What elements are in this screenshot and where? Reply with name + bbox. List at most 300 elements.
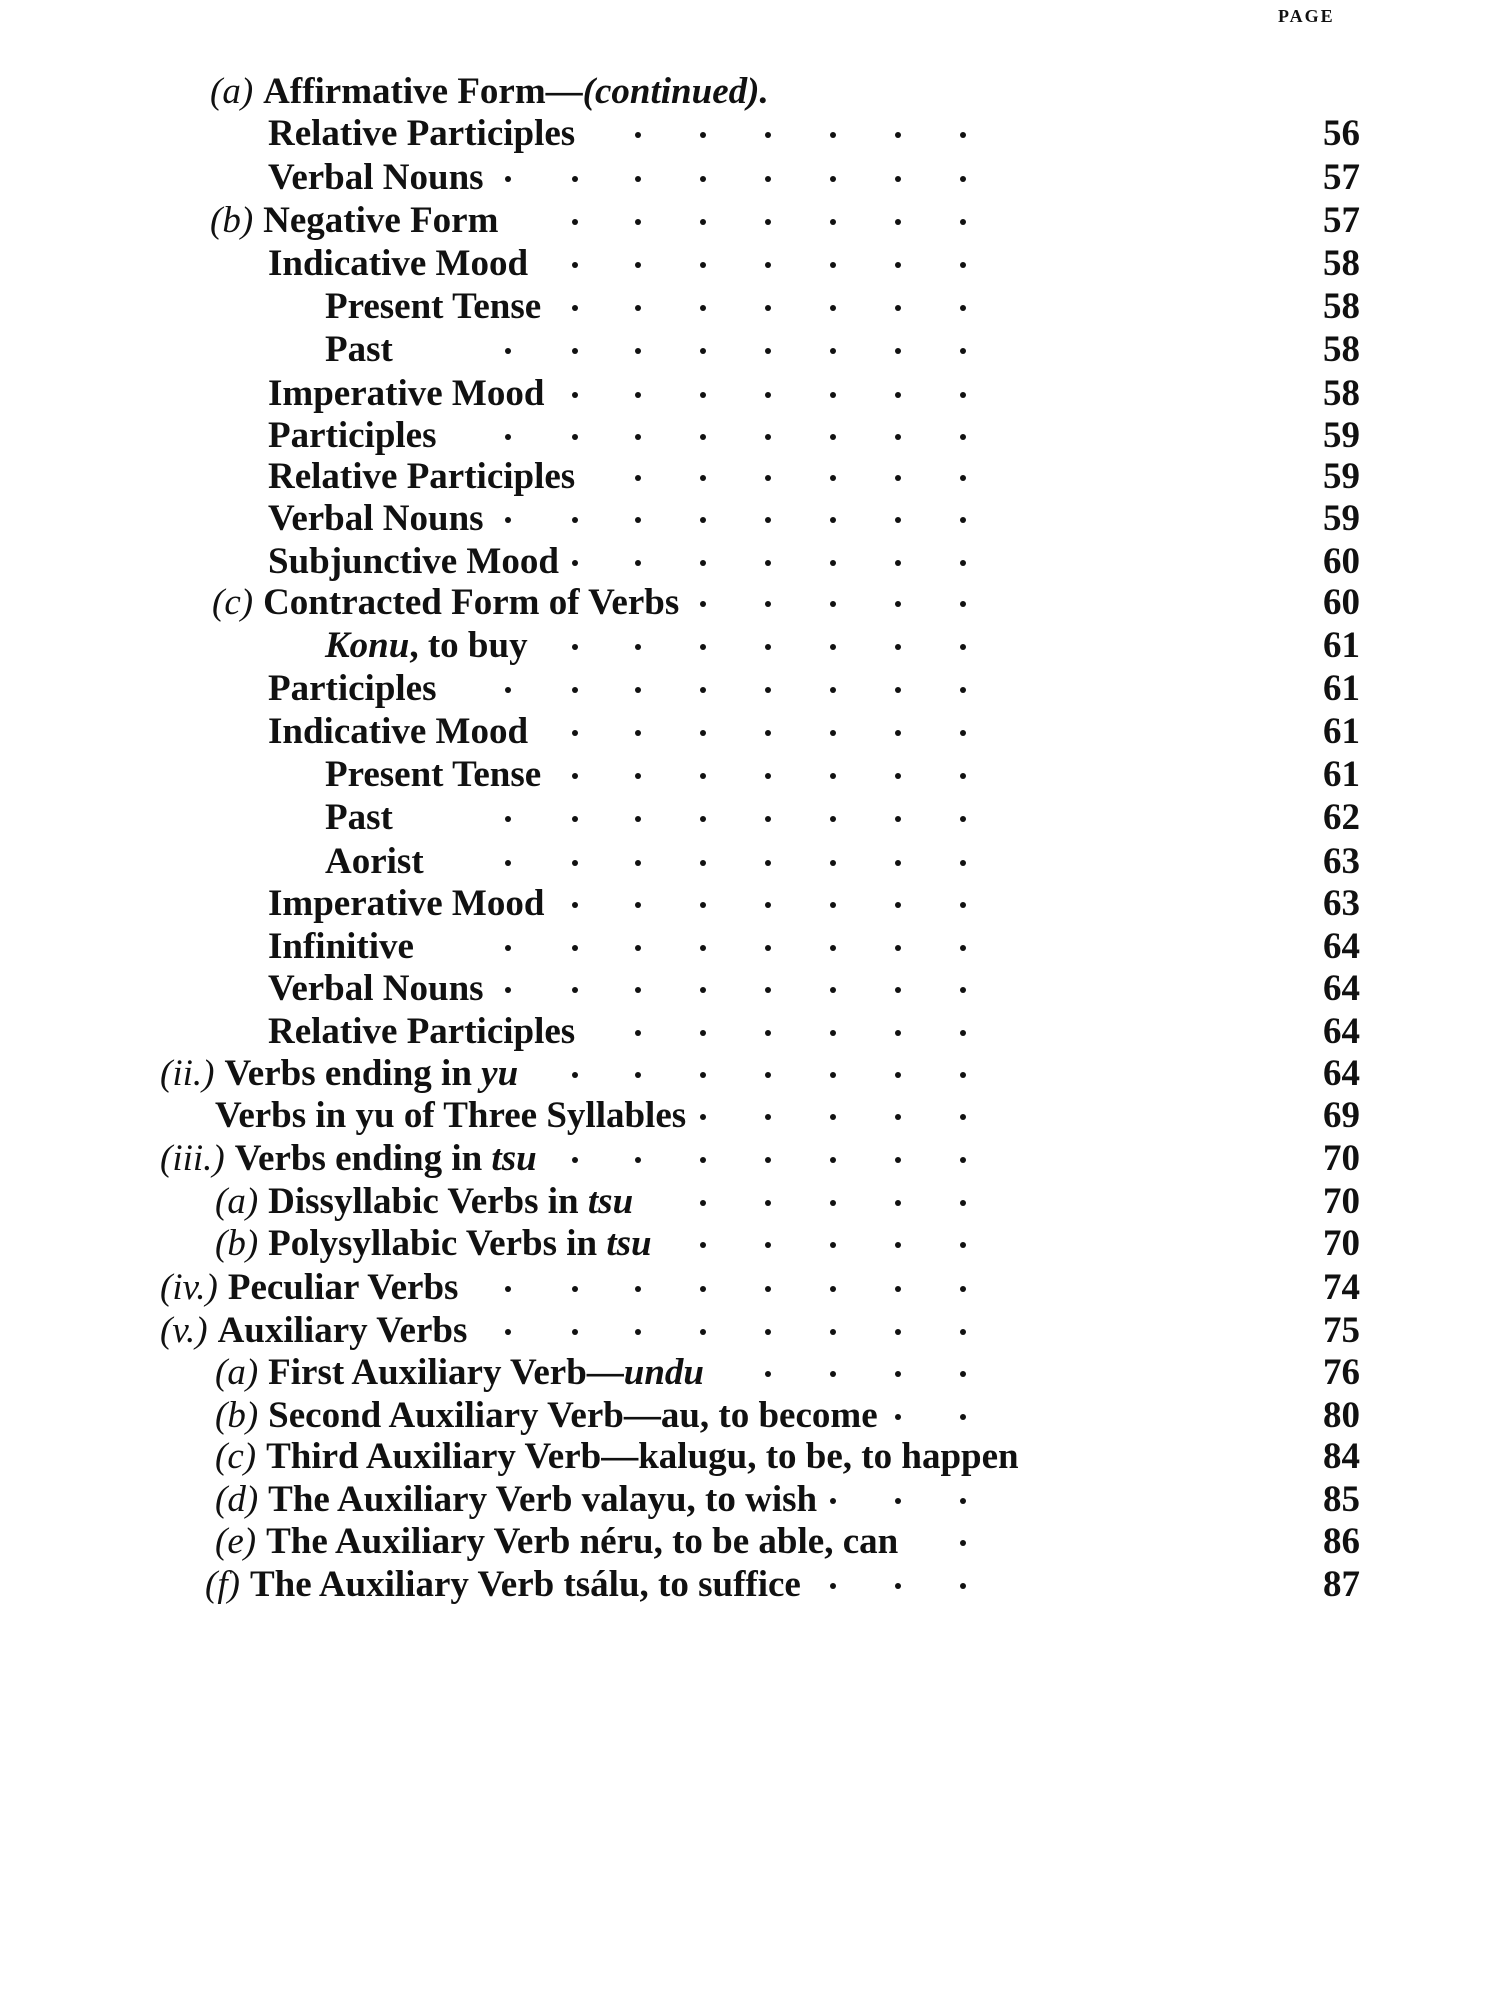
leader-dot (505, 687, 511, 693)
leader-dot (830, 434, 836, 440)
leader-dot (960, 1030, 966, 1036)
leader-dot (635, 392, 641, 398)
toc-entry-text: Relative Participles (268, 113, 576, 154)
leader-dot (635, 1286, 641, 1292)
leader-dot (700, 1114, 706, 1120)
leader-dot (700, 687, 706, 693)
leader-dot (830, 730, 836, 736)
toc-page-number: 60 (1323, 582, 1360, 623)
leader-dot (960, 262, 966, 268)
page-column-header: PAGE (1278, 6, 1335, 26)
leader-dot (830, 1114, 836, 1120)
leader-dot (635, 475, 641, 481)
toc-entry-text: The Auxiliary Verb tsálu, to suffice (249, 1564, 801, 1605)
toc-entry-text: Participles (268, 415, 437, 456)
leader-dot (960, 392, 966, 398)
toc-page-number: 58 (1323, 329, 1360, 370)
leader-dot (765, 644, 771, 650)
leader-dot (700, 1200, 706, 1206)
leader-dot (572, 644, 578, 650)
leader-dot (765, 1286, 771, 1292)
toc-page-number: 63 (1323, 841, 1360, 882)
toc-entry-text: The Auxiliary Verb néru, to be able, can (266, 1521, 899, 1562)
leader-dot (700, 1072, 706, 1078)
leader-dot (895, 987, 901, 993)
leader-dot (765, 132, 771, 138)
leader-dot (895, 1157, 901, 1163)
toc-entry-text: Relative Participles (268, 1011, 576, 1052)
toc-entry-text: Verbs in yu of Three Syllables (215, 1095, 687, 1136)
toc-entry-marker: (b) (215, 1223, 259, 1264)
leader-dot (895, 1114, 901, 1120)
leader-dot (830, 176, 836, 182)
toc-page-number: 61 (1323, 711, 1360, 752)
leader-dot (700, 392, 706, 398)
toc-page-number: 70 (1323, 1138, 1360, 1179)
leader-dot (572, 987, 578, 993)
leader-dot (635, 132, 641, 138)
toc-entry-text: Present Tense (325, 754, 542, 795)
toc-page-number: 69 (1323, 1095, 1360, 1136)
toc-page-number: 59 (1323, 498, 1360, 539)
leader-dot (895, 132, 901, 138)
toc-page-number: 64 (1323, 1053, 1360, 1094)
leader-dot (765, 560, 771, 566)
toc-entry-text: Verbal Nouns (268, 498, 484, 539)
toc-page-number: 56 (1323, 113, 1360, 154)
toc-entry-marker: (a) (215, 1181, 259, 1222)
leader-dot (895, 517, 901, 523)
leader-dot (635, 1157, 641, 1163)
toc-page-number: 70 (1323, 1181, 1360, 1222)
leader-dot (635, 348, 641, 354)
leader-dot (895, 1286, 901, 1292)
leader-dot (830, 517, 836, 523)
toc-page-number: 80 (1323, 1395, 1360, 1436)
toc-entry-text: Infinitive (268, 926, 414, 967)
leader-dot (960, 1583, 966, 1589)
leader-dot (765, 262, 771, 268)
leader-dot (572, 434, 578, 440)
leader-dot (765, 1200, 771, 1206)
toc-entry-text: Third Auxiliary Verb—kalugu, to be, to happen (266, 1436, 1019, 1477)
leader-dot (505, 860, 511, 866)
toc-entry-text: Auxiliary Verbs (217, 1310, 468, 1351)
leader-dot (830, 1583, 836, 1589)
toc-page-number: 61 (1323, 668, 1360, 709)
toc-entry-marker: (iii.) (160, 1138, 225, 1179)
leader-dot (635, 987, 641, 993)
leader-dot (635, 687, 641, 693)
toc-page-number: 87 (1323, 1564, 1360, 1605)
leader-dot (505, 816, 511, 822)
leader-dot (700, 644, 706, 650)
leader-dot (572, 262, 578, 268)
leader-dot (765, 1114, 771, 1120)
leader-dot (960, 773, 966, 779)
leader-dot (960, 644, 966, 650)
leader-dot (765, 1242, 771, 1248)
toc-entry-text: Relative Participles (268, 456, 576, 497)
leader-dot (635, 517, 641, 523)
toc-entry-text: Second Auxiliary Verb—au, to become (268, 1395, 878, 1436)
toc-entry-text: The Auxiliary Verb valayu, to wish (268, 1479, 818, 1520)
leader-dot (700, 219, 706, 225)
toc-page-number: 84 (1323, 1436, 1360, 1477)
leader-dot (830, 475, 836, 481)
leader-dot (765, 1371, 771, 1377)
toc-entry-marker: (iv.) (160, 1267, 218, 1308)
leader-dot (960, 176, 966, 182)
leader-dot (830, 1157, 836, 1163)
leader-dot (895, 1414, 901, 1420)
leader-dot (700, 132, 706, 138)
leader-dot (960, 560, 966, 566)
leader-dot (572, 687, 578, 693)
leader-dot (830, 348, 836, 354)
leader-dot (895, 434, 901, 440)
leader-dot (895, 816, 901, 822)
toc-entry-italic-term: tsu (606, 1223, 652, 1264)
leader-dot (830, 816, 836, 822)
leader-dot (635, 219, 641, 225)
leader-dot (765, 517, 771, 523)
leader-dot (895, 1030, 901, 1036)
leader-dot (960, 1072, 966, 1078)
leader-dot (572, 176, 578, 182)
leader-dot (960, 348, 966, 354)
toc-page-number: 86 (1323, 1521, 1360, 1562)
leader-dot (895, 1329, 901, 1335)
toc-entry-text: Imperative Mood (268, 883, 545, 924)
leader-dot (765, 987, 771, 993)
leader-dot (895, 1583, 901, 1589)
leader-dot (895, 392, 901, 398)
toc-page-number: 76 (1323, 1352, 1360, 1393)
leader-dot (960, 730, 966, 736)
toc-leader-dots (0, 1558, 1240, 1612)
leader-dot (960, 945, 966, 951)
leader-dot (960, 305, 966, 311)
leader-dot (960, 816, 966, 822)
toc-entry-italic-term: tsu (587, 1181, 634, 1222)
leader-dot (830, 1286, 836, 1292)
leader-dot (700, 434, 706, 440)
leader-dot (700, 475, 706, 481)
leader-dot (765, 1030, 771, 1036)
leader-dot (895, 1072, 901, 1078)
leader-dot (830, 1030, 836, 1036)
toc-entry (0, 1558, 1500, 1612)
toc-entry-text: Imperative Mood (268, 373, 545, 414)
toc-entry-text: Verbal Nouns (268, 968, 484, 1009)
leader-dot (895, 176, 901, 182)
toc-page-number: 57 (1323, 200, 1360, 241)
leader-dot (765, 773, 771, 779)
leader-dot (572, 219, 578, 225)
toc-entry-text: Negative Form (263, 200, 499, 241)
toc-page-number: 60 (1323, 541, 1360, 582)
leader-dot (895, 945, 901, 951)
leader-dot (830, 1242, 836, 1248)
leader-dot (830, 1329, 836, 1335)
toc-entry-italic-term: tsu (491, 1138, 537, 1179)
leader-dot (700, 1157, 706, 1163)
leader-dot (700, 348, 706, 354)
leader-dot (765, 392, 771, 398)
leader-dot (700, 945, 706, 951)
leader-dot (635, 816, 641, 822)
leader-dot (635, 1030, 641, 1036)
toc-entry-text: Subjunctive Mood (268, 541, 559, 582)
leader-dot (572, 1072, 578, 1078)
leader-dot (895, 644, 901, 650)
leader-dot (960, 1157, 966, 1163)
toc-entry-text: Indicative Mood (268, 711, 529, 752)
leader-dot (572, 1286, 578, 1292)
leader-dot (700, 176, 706, 182)
toc-page-number: 85 (1323, 1479, 1360, 1520)
leader-dot (960, 1200, 966, 1206)
toc-page-number: 61 (1323, 754, 1360, 795)
leader-dot (505, 945, 511, 951)
leader-dot (830, 1072, 836, 1078)
leader-dot (700, 560, 706, 566)
toc-entry-marker: (d) (215, 1479, 259, 1520)
leader-dot (572, 773, 578, 779)
leader-dot (700, 305, 706, 311)
leader-dot (700, 773, 706, 779)
leader-dot (830, 773, 836, 779)
toc-entry-italic-term: undu (623, 1352, 705, 1393)
toc-entry-text: Indicative Mood (268, 243, 529, 284)
leader-dot (895, 1200, 901, 1206)
leader-dot (635, 1072, 641, 1078)
leader-dot (960, 1242, 966, 1248)
leader-dot (700, 1329, 706, 1335)
leader-dot (765, 176, 771, 182)
leader-dot (765, 348, 771, 354)
leader-dot (635, 262, 641, 268)
leader-dot (895, 601, 901, 607)
leader-dot (765, 219, 771, 225)
toc-entry-text: Present Tense (325, 286, 542, 327)
toc-entry-text: Peculiar Verbs (227, 1267, 459, 1308)
leader-dot (895, 262, 901, 268)
toc-page-number: 59 (1323, 415, 1360, 456)
leader-dot (572, 945, 578, 951)
toc-entry-text: Contracted Form of Verbs (263, 582, 680, 623)
toc-entry-marker: (c) (212, 582, 254, 623)
leader-dot (960, 687, 966, 693)
leader-dot (505, 1329, 511, 1335)
toc-page-number: 57 (1323, 157, 1360, 198)
leader-dot (960, 517, 966, 523)
leader-dot (700, 730, 706, 736)
leader-dot (635, 730, 641, 736)
toc-entry-text: Participles (268, 668, 437, 709)
toc-entry-text: First Auxiliary Verb— (268, 1352, 624, 1393)
leader-dot (572, 860, 578, 866)
leader-dot (765, 902, 771, 908)
leader-dot (895, 219, 901, 225)
leader-dot (700, 262, 706, 268)
leader-dot (505, 517, 511, 523)
toc-entry-text: Affirmative Form— (263, 71, 583, 112)
leader-dot (830, 560, 836, 566)
leader-dot (765, 687, 771, 693)
leader-dot (830, 392, 836, 398)
leader-dot (572, 1329, 578, 1335)
leader-dot (572, 902, 578, 908)
toc-entry-text: Konu (325, 625, 410, 666)
toc-entry-text: Verbs ending in (224, 1053, 482, 1094)
leader-dot (765, 816, 771, 822)
leader-dot (830, 1200, 836, 1206)
leader-dot (830, 860, 836, 866)
leader-dot (895, 902, 901, 908)
toc-page-number: 58 (1323, 243, 1360, 284)
leader-dot (635, 860, 641, 866)
toc-page-number: 64 (1323, 1011, 1360, 1052)
leader-dot (895, 773, 901, 779)
leader-dot (700, 860, 706, 866)
leader-dot (700, 816, 706, 822)
leader-dot (572, 730, 578, 736)
leader-dot (700, 517, 706, 523)
toc-entry-marker: (c) (215, 1436, 257, 1477)
toc-page-number: 58 (1323, 373, 1360, 414)
leader-dot (765, 305, 771, 311)
toc-entry-marker: (f) (205, 1564, 240, 1605)
toc-page-number: 61 (1323, 625, 1360, 666)
leader-dot (505, 434, 511, 440)
leader-dot (895, 1242, 901, 1248)
toc-entry-marker: (b) (215, 1395, 259, 1436)
leader-dot (572, 348, 578, 354)
leader-dot (960, 132, 966, 138)
leader-dot (830, 644, 836, 650)
leader-dot (700, 601, 706, 607)
leader-dot (635, 1329, 641, 1335)
leader-dot (895, 687, 901, 693)
leader-dot (960, 1329, 966, 1335)
leader-dot (830, 945, 836, 951)
leader-dot (960, 1498, 966, 1504)
toc-page-number: 59 (1323, 456, 1360, 497)
toc-entry-text: Polysyllabic Verbs in (268, 1223, 607, 1264)
leader-dot (960, 902, 966, 908)
leader-dot (895, 475, 901, 481)
toc-entry-marker: (ii.) (160, 1053, 215, 1094)
toc-entry-italic-term: (continued). (582, 71, 769, 112)
leader-dot (765, 1157, 771, 1163)
leader-dot (960, 1286, 966, 1292)
toc-page-number: 58 (1323, 286, 1360, 327)
toc-page-number: 62 (1323, 797, 1360, 838)
leader-dot (635, 902, 641, 908)
leader-dot (700, 902, 706, 908)
leader-dot (635, 773, 641, 779)
leader-dot (635, 434, 641, 440)
leader-dot (572, 560, 578, 566)
leader-dot (830, 1498, 836, 1504)
leader-dot (960, 987, 966, 993)
leader-dot (572, 517, 578, 523)
toc-entry-marker: (a) (210, 71, 254, 112)
leader-dot (830, 305, 836, 311)
leader-dot (635, 945, 641, 951)
leader-dot (765, 860, 771, 866)
toc-page-number: 75 (1323, 1310, 1360, 1351)
leader-dot (960, 434, 966, 440)
leader-dot (895, 560, 901, 566)
leader-dot (960, 860, 966, 866)
leader-dot (830, 987, 836, 993)
leader-dot (830, 132, 836, 138)
leader-dot (765, 1329, 771, 1335)
toc-page-number: 64 (1323, 968, 1360, 1009)
leader-dot (960, 475, 966, 481)
leader-dot (635, 176, 641, 182)
leader-dot (765, 945, 771, 951)
leader-dot (960, 219, 966, 225)
leader-dot (895, 730, 901, 736)
leader-dot (765, 601, 771, 607)
toc-entry-italic-term: , to buy (409, 625, 528, 666)
leader-dot (765, 1072, 771, 1078)
leader-dot (895, 1498, 901, 1504)
toc-entry-italic-term: yu (481, 1053, 519, 1094)
leader-dot (505, 348, 511, 354)
toc-entry-marker: (v.) (160, 1310, 208, 1351)
leader-dot (700, 1030, 706, 1036)
leader-dot (765, 434, 771, 440)
leader-dot (895, 348, 901, 354)
toc-page-number: 70 (1323, 1223, 1360, 1264)
leader-dot (572, 816, 578, 822)
leader-dot (895, 1371, 901, 1377)
toc-entry-text: Past (325, 329, 393, 370)
toc-page-number: 74 (1323, 1267, 1360, 1308)
toc-entry-text: Aorist (325, 841, 424, 882)
leader-dot (830, 687, 836, 693)
leader-dot (960, 1114, 966, 1120)
leader-dot (700, 1286, 706, 1292)
leader-dot (830, 1371, 836, 1377)
toc-entry-text: Past (325, 797, 393, 838)
toc-page-number: 64 (1323, 926, 1360, 967)
leader-dot (895, 305, 901, 311)
leader-dot (830, 219, 836, 225)
leader-dot (960, 601, 966, 607)
toc-entry-marker: (e) (215, 1521, 257, 1562)
leader-dot (505, 987, 511, 993)
toc-page-number: 63 (1323, 883, 1360, 924)
leader-dot (830, 601, 836, 607)
toc-entry-text: Verbs ending in (234, 1138, 492, 1179)
leader-dot (635, 644, 641, 650)
leader-dot (635, 305, 641, 311)
leader-dot (572, 1157, 578, 1163)
leader-dot (960, 1371, 966, 1377)
leader-dot (960, 1414, 966, 1420)
leader-dot (830, 262, 836, 268)
leader-dot (765, 730, 771, 736)
leader-dot (960, 1540, 966, 1546)
leader-dot (505, 176, 511, 182)
toc-entry-marker: (b) (210, 200, 254, 241)
